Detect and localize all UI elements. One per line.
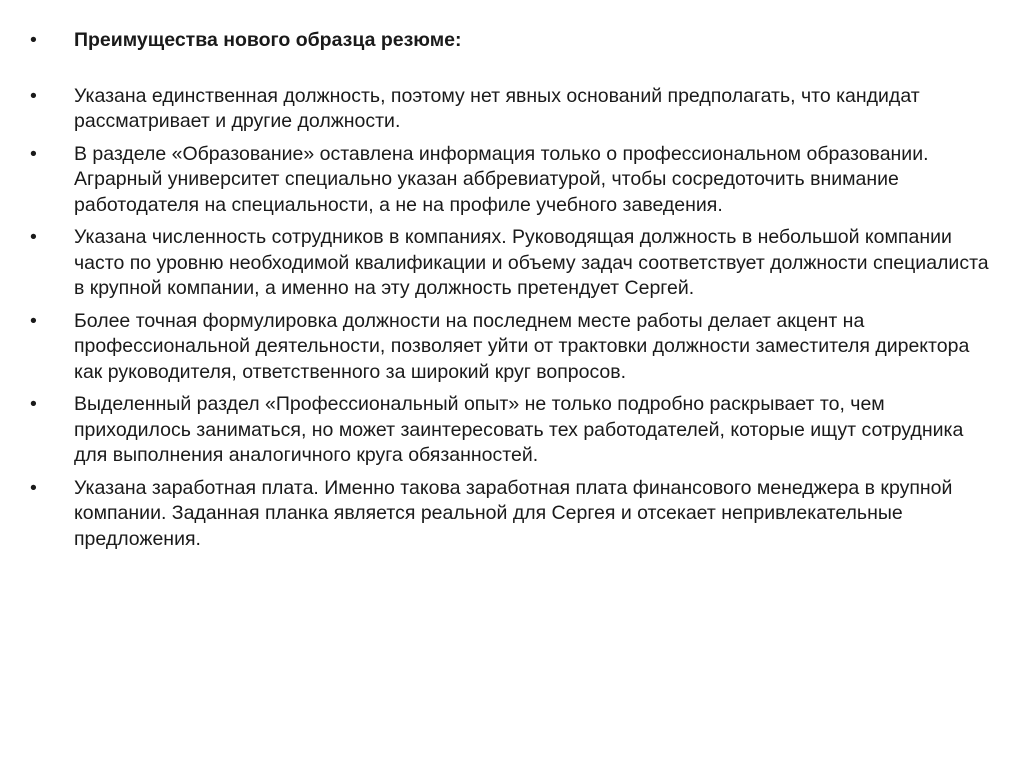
slide-heading — [30, 28, 990, 54]
bullet-dot: • — [30, 309, 37, 332]
bullet-text: Указана заработная плата. Именно такова заработная плата финансового менеджера в крупной компании. Заданная планка является реальной для Сергея и отсекает непривлекательные предложения. — [74, 476, 953, 550]
bullet-item-single-position — [30, 84, 990, 135]
bullet-item-experience — [30, 392, 990, 469]
bullet-dot: • — [30, 84, 37, 107]
bullet-text: Указана единственная должность, поэтому нет явных оснований предполагать, что кандидат рассматривает и другие должности. — [74, 84, 920, 132]
bullet-list — [30, 28, 990, 559]
bullet-text: В разделе «Образование» оставлена информация только о профессиональном образовании. Аграрный университет специально указан аббревиатурой, чтобы сосредоточить внимание работодателя на специальности, а не на профиле учебного заведения. — [74, 142, 929, 216]
bullet-dot: • — [30, 393, 37, 415]
bullet-text: Выделенный раздел «Профессиональный опыт» не только подробно раскрывает то, чем приходилось заниматься, но может заинтересовать тех работодателей, которые ищут сотрудника для выполнения аналогичного круга обязанностей. — [74, 393, 964, 466]
bullet-dot: • — [30, 142, 37, 165]
bullet-item-company-size — [30, 225, 990, 302]
heading-text: Преимущества нового образца резюме: — [74, 29, 462, 51]
bullet-item-job-title — [30, 309, 990, 386]
bullet-item-education — [30, 142, 990, 219]
bullet-text: Указана численность сотрудников в компаниях. Руководящая должность в небольшой компании часто по уровню необходимой квалификации и объему задач соответствует должности специалиста в крупной компании, а именно на эту должность претендует Сергей. — [74, 226, 989, 299]
bullet-dot: • — [30, 476, 37, 499]
bullet-text: Более точная формулировка должности на последнем месте работы делает акцент на профессиональной деятельности, позволяет уйти от трактовки должности заместителя директора как руководителя, ответственного за широкий круг вопросов. — [74, 309, 970, 383]
bullet-dot: • — [30, 29, 37, 51]
bullet-dot: • — [30, 226, 37, 248]
bullet-item-salary — [30, 476, 990, 553]
